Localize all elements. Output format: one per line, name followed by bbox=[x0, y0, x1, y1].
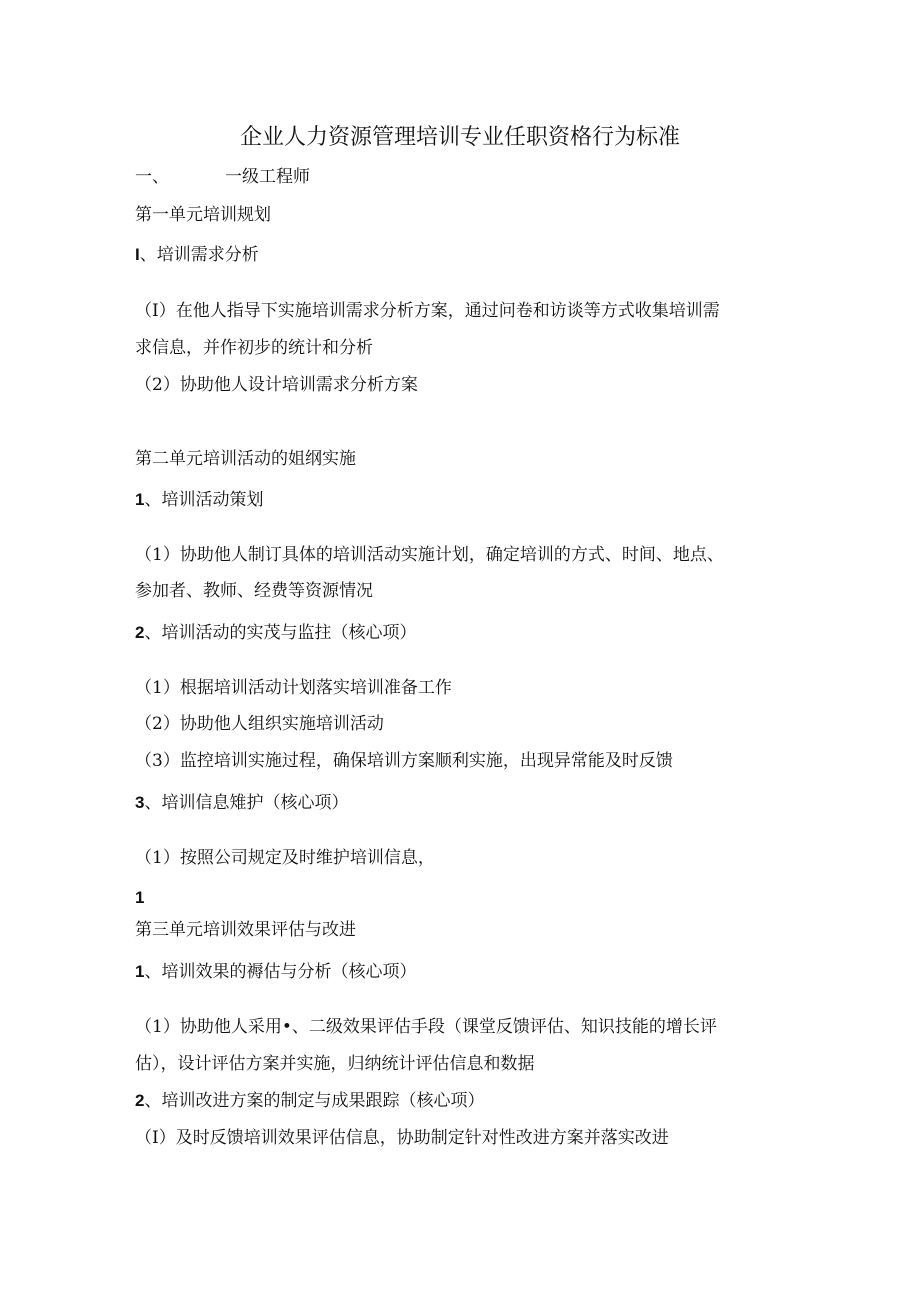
list-item: （1）根据培训活动计划落实培训准备工作 bbox=[135, 678, 452, 698]
list-item-continuation: 参加者、教师、经费等资源情况 bbox=[135, 581, 373, 601]
list-item: （1）协助他人采用•、二级效果评估手段（课堂反馈评估、知识技能的增长评 bbox=[135, 1017, 717, 1037]
list-item: （I）在他人指导下实施培训需求分析方案，通过问卷和访谈等方式收集培训需 bbox=[135, 301, 720, 321]
list-item: （1）按照公司规定及时维护培训信息， bbox=[135, 848, 435, 868]
item-heading bbox=[135, 961, 416, 983]
item-heading bbox=[135, 622, 416, 644]
item-heading bbox=[135, 792, 348, 814]
item-number: 1 bbox=[135, 490, 145, 509]
unit-heading: 第一单元培训规划 bbox=[135, 205, 271, 225]
unit-heading: 第二单元培训活动的姐纲实施 bbox=[135, 449, 356, 469]
item-label: 、培训活动策划 bbox=[144, 490, 264, 510]
item-number: 2 bbox=[135, 623, 145, 642]
list-item: （I）及时反馈培训效果评估信息，协助制定针对性改进方案并落实改进 bbox=[135, 1128, 669, 1148]
item-number: 2 bbox=[135, 1091, 145, 1110]
item-number: 1 bbox=[135, 962, 145, 981]
item-heading bbox=[135, 1090, 484, 1112]
item-label: 、培训改进方案的制定与成果跟踪（核心项） bbox=[144, 1091, 485, 1111]
item-label: 、培训效果的褥估与分析（核心项） bbox=[144, 962, 417, 982]
item-heading bbox=[135, 244, 259, 266]
section-title: 一级工程师 bbox=[225, 167, 310, 187]
section-heading bbox=[135, 166, 310, 188]
list-item: （3）监控培训实施过程，确保培训方案顺利实施，出现异常能及时反馈 bbox=[135, 751, 673, 771]
page-marker: 1 bbox=[135, 888, 145, 907]
list-item-continuation: 估），设计评估方案并实施，归纳统计评估信息和数据 bbox=[135, 1054, 535, 1074]
section-number: 一、 bbox=[135, 167, 169, 187]
list-item-continuation: 求信息，并作初步的统计和分析 bbox=[135, 338, 373, 358]
item-number: I bbox=[135, 245, 140, 264]
list-item: （2）协助他人组织实施培训活动 bbox=[135, 714, 384, 734]
unit-heading: 第三单元培训效果评估与改进 bbox=[135, 920, 356, 940]
list-item: （1）协助他人制订具体的培训活动实施计划，确定培训的方式、时间、地点、 bbox=[135, 545, 724, 565]
item-label: 、培训需求分析 bbox=[139, 245, 259, 265]
item-number: 3 bbox=[135, 793, 145, 812]
list-item: （2）协助他人设计培训需求分析方案 bbox=[135, 375, 418, 395]
item-label: 、培训活动的实茂与监拄（核心项） bbox=[144, 623, 417, 643]
item-heading bbox=[135, 489, 263, 511]
document-title: 企业人力资源管理培训专业任职资格行为标准 bbox=[239, 125, 680, 150]
item-label: 、培训信息雉护（核心项） bbox=[144, 793, 349, 813]
